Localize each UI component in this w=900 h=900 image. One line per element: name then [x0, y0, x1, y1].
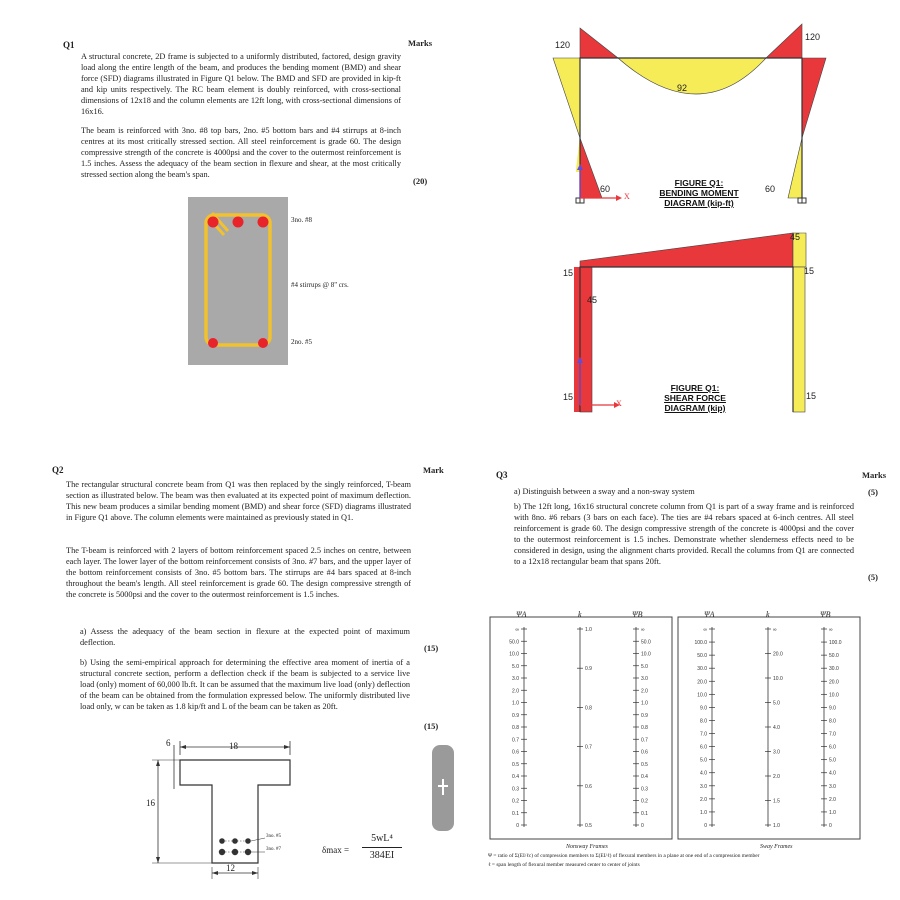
sway-k-tick-label: 4.0	[773, 725, 780, 731]
sway-psi-b-tick-label: 3.0	[829, 783, 836, 790]
nonsway-psi-a-tick-label: 0.7	[512, 737, 519, 744]
sfd-value-top-right: 45	[790, 232, 801, 242]
sfd-left-column-red	[580, 267, 592, 412]
sway-psi-b-tick-label: 5.0	[829, 757, 836, 764]
nonsway-psi-a-tick-label: 50.0	[509, 639, 519, 646]
sway-caption: Sway Frames	[760, 844, 793, 850]
nonsway-psi-a-tick-label: 3.0	[512, 676, 519, 682]
nonsway-psi-b-tick-label: 0.6	[641, 749, 648, 756]
q1-beam-cross-section	[180, 195, 300, 370]
sway-header-psi-a: ΨA	[704, 610, 715, 619]
sway-psi-b-tick-label: 10.0	[829, 692, 839, 699]
nonsway-psi-b-tick-label: 0.7	[641, 737, 648, 744]
bmd-beam-sagging	[618, 58, 766, 94]
sway-psi-b-tick-label: 6.0	[829, 744, 836, 751]
sway-psi-a-tick-label: 2.0	[700, 796, 707, 803]
nonsway-psi-a-tick-label: 0.8	[512, 725, 519, 731]
sfd-value-right-base: 15	[806, 391, 817, 401]
nonsway-k-tick-label: 1.0	[585, 627, 592, 633]
nonsway-k-tick-label: 0.5	[585, 823, 592, 829]
bmd-right-support	[798, 198, 806, 203]
bmd-beam-left-red	[580, 28, 618, 58]
sway-psi-a-tick-label: 9.0	[700, 705, 707, 712]
sway-psi-b-tick-label: 20.0	[829, 679, 839, 686]
sway-psi-b-tick-label: 0	[829, 823, 832, 829]
top-bar	[208, 217, 219, 228]
nonsway-header-psi-b: ΨB	[632, 610, 643, 619]
nonsway-psi-a-tick-label: 0.2	[512, 798, 519, 805]
nonsway-psi-b-tick-label: 0.5	[641, 761, 648, 768]
q3-part-b-mark: (5)	[868, 572, 878, 582]
sway-psi-b-tick-label: 30.0	[829, 666, 839, 673]
nonsway-k-tick-label: 0.9	[585, 666, 592, 673]
bars-upper-layer	[219, 838, 251, 844]
nonsway-psi-a-tick-label: 10.0	[509, 651, 519, 658]
bmd-beam-right-red	[766, 24, 802, 58]
nonsway-psi-a-tick-label: 0	[516, 823, 519, 829]
sway-k-tick-label: 5.0	[773, 700, 780, 707]
sway-psi-a-tick-label: 50.0	[697, 653, 707, 660]
q2-paragraph-1: The rectangular structural concrete beam from Q1 was then replaced by the singly reinforced, T-beam section as illustrated below. The beam was then evaluated at its expected point of maximum deflection. This new beam produces a similar bending moment (BMD) and shear force (SFD) diagrams illustrated in Figure Q1 above. The column elements were maintained as previously stated in Q1.	[66, 480, 411, 522]
nonsway-k-tick-label: 0.8	[585, 705, 592, 712]
bmd-value-left-base: 60	[600, 184, 611, 194]
sway-psi-a-tick-label: 8.0	[700, 718, 707, 725]
nonsway-psi-a-tick-label: ∞	[515, 627, 519, 633]
bmd-right-column-yellow	[788, 138, 802, 198]
bottom-bar	[208, 338, 218, 348]
bmd-value-left-top: 120	[555, 40, 571, 50]
label-stirrups: #4 stirrups @ 8" crs.	[291, 281, 349, 289]
sfd-caption: FIGURE Q1: SHEAR FORCE DIAGRAM (kip)	[664, 383, 726, 413]
sway-psi-a-tick-label: 10.0	[697, 692, 707, 699]
nonsway-psi-b-tick-label: 2.0	[641, 688, 648, 695]
nonsway-psi-b-tick-label: 0.8	[641, 725, 648, 731]
q3-heading: Q3	[496, 470, 508, 480]
nonsway-psi-b-tick-label: 10.0	[641, 651, 651, 658]
bar-label-lower: 3no. #7	[266, 847, 281, 852]
scroll-handle[interactable]	[432, 745, 454, 831]
sway-psi-b-tick-label: 100.0	[829, 640, 842, 647]
nonsway-psi-b-tick-label: 50.0	[641, 639, 651, 646]
dim-label-depth: 16	[146, 798, 155, 808]
bmd-caption: FIGURE Q1: BENDING MOMENT DIAGRAM (kip-ft)	[659, 178, 739, 208]
nonsway-caption: Nonsway Frames	[566, 844, 608, 850]
nonsway-psi-b-tick-label: 0.4	[641, 774, 648, 780]
chart-footnote-2: ℓ = span length of flexural member measured center to center of joints	[488, 862, 640, 868]
formula-lhs: δmax =	[322, 845, 350, 855]
sfd-right-column-yellow	[793, 267, 805, 412]
sway-psi-a-tick-label: 4.0	[700, 770, 707, 777]
q2-part-a: a) Assess the adequacy of the beam section in flexure at the expected point of maximum deflection.	[80, 627, 410, 647]
sway-psi-b-tick-label: 2.0	[829, 796, 836, 803]
formula-denominator: 384EI	[369, 850, 395, 861]
q1-paragraph-1: A structural concrete, 2D frame is subjected to a uniformly distributed, factored, design gravity load along the entire length of the beam, and produces the bending moment (BMD) and shear force (SFD) diagrams illustrated in Figure Q1 below. The BMD and SFD are provided in kip-ft and kip units respectively. The RC beam element is doubly reinforced, with cross-sectional dimensions of 12x18 and the column elements are 12ft long, with cross-sectional dimensions of 16x16.	[81, 52, 401, 116]
bmd-left-column-red	[580, 138, 602, 198]
sway-psi-a-tick-label: 20.0	[697, 679, 707, 686]
q2-part-b: b) Using the semi-empirical approach for determining the effective area moment of inertia of a structural concrete section, perform a deflection check if the beam is subjected to a service live load (only) moment of 60,000 lb.ft. It can be assumed that the maximum live load (only) deflection of the beam can be obtained from the formulation expressed below. The uniformly distributed live load only, w can be taken as 1.8 kip/ft and L of the beam can be taken as 20ft.	[80, 658, 410, 711]
sway-k-tick-label: 20.0	[773, 651, 783, 658]
sway-header-psi-b: ΨB	[820, 610, 831, 619]
nonsway-header-psi-a: ΨA	[516, 610, 527, 619]
sway-k-tick-label: 2.0	[773, 774, 780, 780]
sfd-axis-x-label: X	[616, 399, 622, 408]
bmd-left-column-top-yellow	[553, 58, 580, 138]
nonsway-psi-b-tick-label: 0	[641, 823, 644, 829]
sway-psi-b-tick-label: 7.0	[829, 731, 836, 738]
sway-k-tick-label: 3.0	[773, 749, 780, 756]
q2-heading: Q2	[52, 465, 64, 475]
bmd-value-midspan: 92	[677, 83, 688, 93]
dim-label-flange-width: 18	[229, 741, 238, 751]
sway-k-tick-label: 1.0	[773, 823, 780, 829]
sway-k-tick-label: ∞	[773, 627, 777, 633]
q1-mark: (20)	[413, 176, 428, 186]
nonsway-k-tick-label: 0.7	[585, 744, 592, 751]
chart-footnote-1: Ψ = ratio of Σ(EI/ℓc) of compression members to Σ(EI/ℓ) of flexural members in a plane at one end of a compression member	[488, 853, 760, 859]
top-bar	[258, 217, 269, 228]
nonsway-psi-b-tick-label: 3.0	[641, 676, 648, 682]
sway-psi-b-tick-label: ∞	[829, 627, 833, 633]
bottom-bar	[258, 338, 268, 348]
q1-paragraph-2: The beam is reinforced with 3no. #8 top bars, 2no. #5 bottom bars and #4 stirrups at 8-inch centres at its most critically stressed section. All steel reinforcement is grade 60. The design compressive strength of the concrete is 4000psi and the cover to the outermost reinforcement is 1.5 inches. Assess the adequacy of the beam section in flexure and shear, at the most critically stressed section along the beam's span.	[81, 126, 401, 179]
label-bottom-bars: 2no. #5	[291, 338, 312, 346]
nonsway-psi-a-tick-label: 0.9	[512, 712, 519, 719]
top-bar	[233, 217, 244, 228]
scroll-handle-grip	[438, 785, 448, 787]
q1-marks-label: Marks	[408, 38, 433, 48]
nonsway-psi-a-tick-label: 5.0	[512, 663, 519, 670]
sway-psi-a-tick-label: ∞	[703, 627, 707, 633]
formula-numerator: 5wL⁴	[371, 833, 393, 844]
nonsway-psi-a-tick-label: 2.0	[512, 688, 519, 695]
sway-k-tick-label: 10.0	[773, 676, 783, 682]
bmd-axis-x-label: X	[624, 192, 630, 201]
sway-psi-b-tick-label: 50.0	[829, 653, 839, 660]
sfd-beam-red	[580, 233, 793, 267]
sfd-value-left-top: 15	[563, 268, 574, 278]
sway-psi-b-tick-label: 8.0	[829, 718, 836, 725]
bars-lower-layer	[219, 849, 251, 855]
q1-heading: Q1	[63, 40, 75, 50]
nonsway-psi-a-tick-label: 0.4	[512, 774, 519, 780]
dim-label-web: 12	[226, 863, 235, 873]
sway-psi-b-tick-label: 1.0	[829, 809, 836, 816]
nonsway-psi-b-tick-label: 5.0	[641, 663, 648, 670]
bmd-value-right-top: 120	[805, 32, 821, 42]
dim-label-flange-edge: 6	[166, 738, 171, 748]
sway-psi-a-tick-label: 3.0	[700, 783, 707, 790]
bar-label-upper: 3no. #5	[266, 834, 281, 839]
nonsway-header-k: k	[578, 610, 582, 619]
nonsway-psi-a-tick-label: 0.1	[512, 810, 519, 817]
q3-part-a: a) Distinguish between a sway and a non-sway system	[514, 487, 695, 496]
nonsway-k-tick-label: 0.6	[585, 783, 592, 790]
sway-psi-a-tick-label: 5.0	[700, 757, 707, 764]
scroll-handle-grip	[442, 779, 444, 795]
nonsway-psi-a-tick-label: 0.6	[512, 749, 519, 756]
sway-chart-frame	[678, 617, 860, 839]
nonsway-psi-a-tick-label: 0.3	[512, 786, 519, 793]
nonsway-psi-b-tick-label: 0.9	[641, 712, 648, 719]
sway-psi-a-tick-label: 100.0	[694, 640, 707, 647]
sway-psi-a-tick-label: 0	[704, 823, 707, 829]
sway-psi-a-tick-label: 1.0	[700, 809, 707, 816]
q3-marks-label: Marks	[862, 470, 887, 480]
sfd-left-column-red-ext	[574, 267, 580, 412]
q2-marks-label: Mark	[423, 465, 444, 475]
nonsway-psi-b-tick-label: 0.2	[641, 798, 648, 805]
q2-paragraph-2: The T-beam is reinforced with 2 layers of bottom reinforcement spaced 2.5 inches on centre, between each layer. The lower layer of the bottom reinforcement consists of 3no. #7 bars, and the upper layer of the bottom reinforcement consists of 3no. #5 bottom bars. The stirrups are #4 bars spaced at 8-inch throughout the beam's length. All steel reinforcement is grade 60. The design compressive strength of the concrete is 5000psi and the cover to the outermost reinforcement is 1.5 inches.	[66, 546, 411, 599]
sfd-value-right-col-top: 15	[804, 266, 815, 276]
q3-part-b: b) The 12ft long, 16x16 structural concrete column from Q1 is part of a sway frame and is reinforced with 8no. #6 rebars (3 bars on each face). The ties are #4 rebars spaced at 6-inch centres. All steel reinforcement is grade 60. The design compressive strength of the concrete is 4000psi and the cover to the outermost reinforcement is 1.5 inches. Demonstrate whether slenderness effects need to be considered in design, using the alignment charts provided. Recall the columns from Q1 are connected to a 12x18 rectangular beam that spans 20ft.	[514, 502, 854, 566]
nonsway-psi-b-tick-label: 1.0	[641, 700, 648, 707]
sway-psi-a-tick-label: 6.0	[700, 744, 707, 751]
nonsway-psi-a-tick-label: 1.0	[512, 700, 519, 707]
sway-k-tick-label: 1.5	[773, 798, 780, 805]
sfd-value-left-base: 15	[563, 392, 574, 402]
bmd-value-right-base: 60	[765, 184, 776, 194]
chart-ticks	[509, 627, 841, 829]
nonsway-psi-b-tick-label: 0.3	[641, 786, 648, 793]
sway-psi-b-tick-label: 4.0	[829, 770, 836, 777]
sway-psi-a-tick-label: 30.0	[697, 666, 707, 673]
sway-header-k: k	[766, 610, 770, 619]
nonsway-psi-b-tick-label: ∞	[641, 627, 645, 633]
nonsway-psi-b-tick-label: 0.1	[641, 810, 648, 817]
bmd-right-column-red	[802, 58, 826, 138]
bmd-left-support	[576, 198, 584, 203]
formula-bar	[362, 847, 402, 848]
q3-part-a-mark: (5)	[868, 487, 878, 497]
q2-part-b-mark: (15)	[424, 721, 439, 731]
label-top-bars: 3no. #8	[291, 216, 312, 224]
nonsway-psi-a-tick-label: 0.5	[512, 761, 519, 768]
sway-psi-a-tick-label: 7.0	[700, 731, 707, 738]
q2-part-a-mark: (15)	[424, 643, 439, 653]
alignment-charts	[488, 605, 868, 845]
sway-psi-b-tick-label: 9.0	[829, 705, 836, 712]
sfd-value-left-inner: 45	[587, 295, 598, 305]
